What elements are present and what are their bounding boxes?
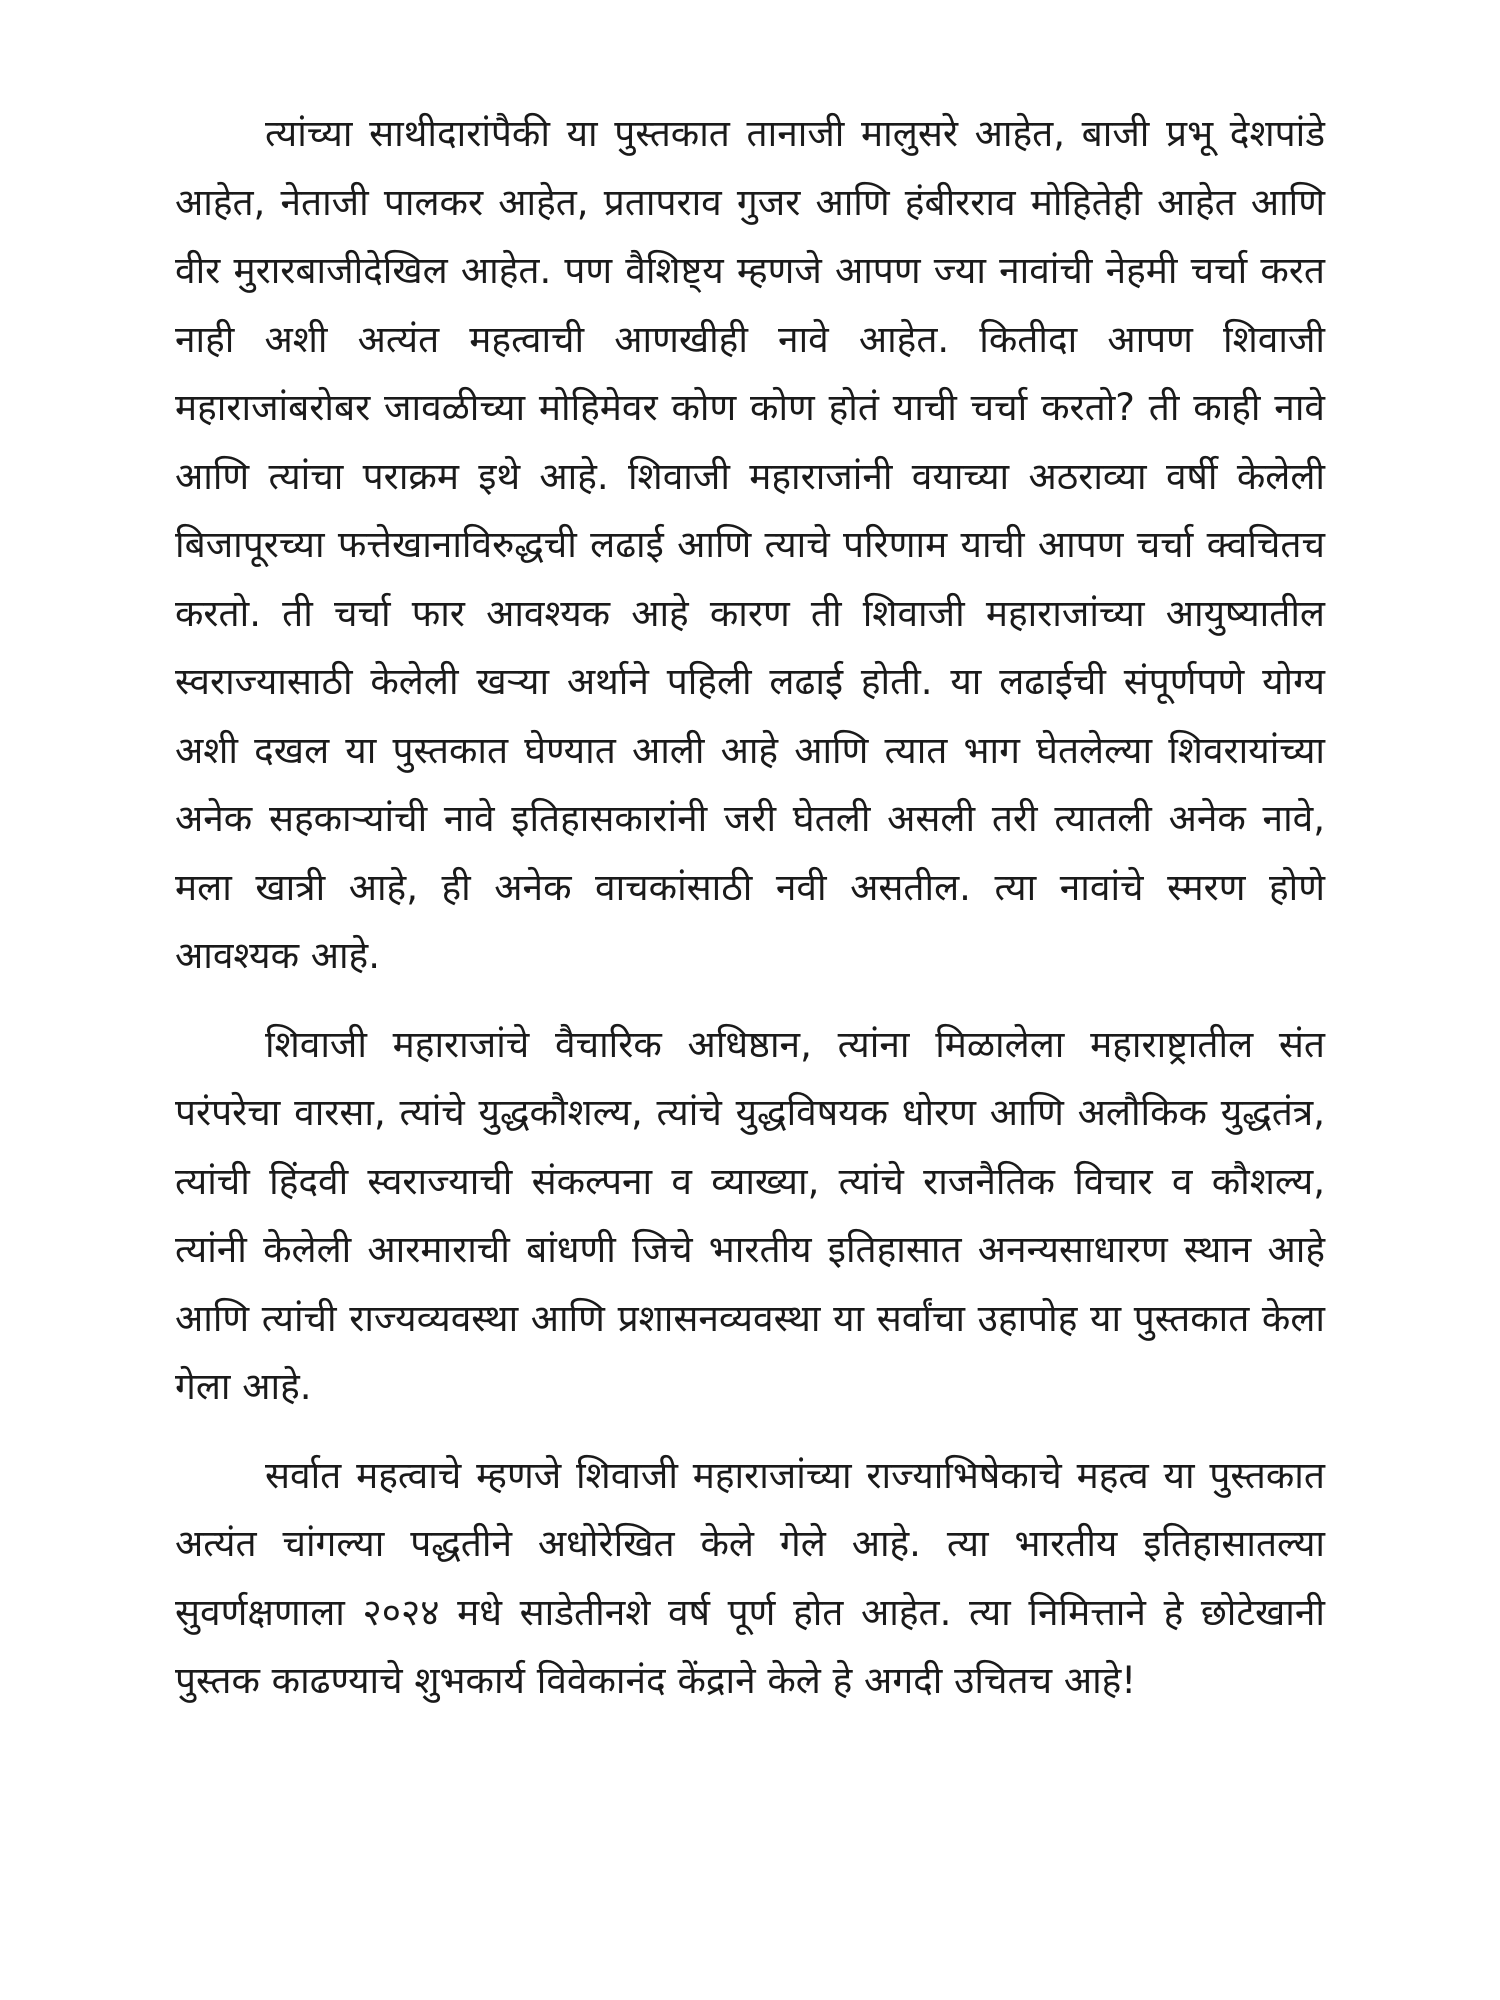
body-text <box>175 100 1325 1716</box>
paragraph-ideology: शिवाजी महाराजांचे वैचारिक अधिष्ठान, त्यांना मिळालेला महाराष्ट्रातील संत परंपरेचा वारसा, त्यांचे युद्धकौशल्य, त्यांचे युद्धविषयक धोरण आणि अलौकिक युद्धतंत्र, त्यांची हिंदवी स्वराज्याची संकल्पना व व्याख्या, त्यांचे राजनैतिक विचार व कौशल्य, त्यांनी केलेली आरमाराची बांधणी जिचे भारतीय इतिहासात अनन्यसाधारण स्थान आहे आणि त्यांची राज्यव्यवस्था आणि प्रशासनव्यवस्था या सर्वांचा उहापोह या पुस्तकात केला गेला आहे. <box>175 1022 1325 1408</box>
paragraph-coronation: सर्वात महत्वाचे म्हणजे शिवाजी महाराजांच्या राज्याभिषेकाचे महत्व या पुस्तकात अत्यंत चांगल्या पद्धतीने अधोरेखित केले गेले आहे. त्या भारतीय इतिहासातल्या सुवर्णक्षणाला २०२४ मधे साडेतीनशे वर्ष पूर्ण होत आहेत. त्या निमित्ताने हे छोटेखानी पुस्तक काढण्याचे शुभकार्य विवेकानंद केंद्राने केले हे अगदी उचितच आहे! <box>175 1453 1325 1702</box>
paragraph-companions: त्यांच्या साथीदारांपैकी या पुस्तकात तानाजी मालुसरे आहेत, बाजी प्रभू देशपांडे आहेत, नेताजी पालकर आहेत, प्रतापराव गुजर आणि हंबीरराव मोहितेही आहेत आणि वीर मुरारबाजीदेखिल आहेत. पण वैशिष्ट्य म्हणजे आपण ज्या नावांची नेहमी चर्चा करत नाही अशी अत्यंत महत्वाची आणखीही नावे आहेत. कितीदा आपण शिवाजी महाराजांबरोबर जावळीच्या मोहिमेवर कोण कोण होतं याची चर्चा करतो? ती काही नावे आणि त्यांचा पराक्रम इथे आहे. शिवाजी महाराजांनी वयाच्या अठराव्या वर्षी केलेली बिजापूरच्या फत्तेखानाविरुद्धची लढाई आणि त्याचे परिणाम याची आपण चर्चा क्वचितच करतो. ती चर्चा फार आवश्यक आहे कारण ती शिवाजी महाराजांच्या आयुष्यातील स्वराज्यासाठी केलेली खऱ्या अर्थाने पहिली लढाई होती. या लढाईची संपूर्णपणे योग्य अशी दखल या पुस्तकात घेण्यात आली आहे आणि त्यात भाग घेतलेल्या शिवरायांच्या अनेक सहकाऱ्यांची नावे इतिहासकारांनी जरी घेतली असली तरी त्यातली अनेक नावे, मला खात्री आहे, ही अनेक वाचकांसाठी नवी असतील. त्या नावांचे स्मरण होणे आवश्यक आहे. <box>175 112 1325 977</box>
